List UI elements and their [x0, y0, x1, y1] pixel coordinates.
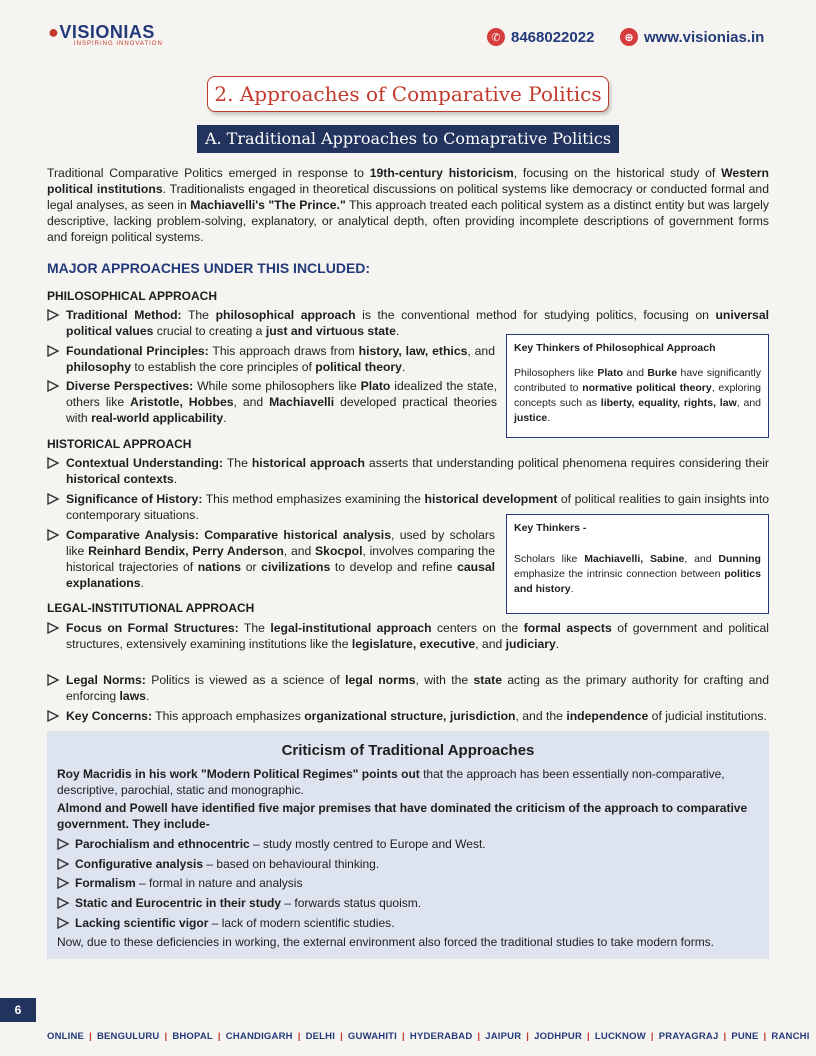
- arrow-bullet-icon: [47, 380, 60, 392]
- list-item: Static and Eurocentric in their study – forwards status quoism.: [57, 895, 421, 911]
- box-heading: Key Thinkers -: [514, 522, 587, 534]
- website-url: www.visionias.in: [644, 28, 765, 46]
- footer-city: GUWAHITI: [347, 1031, 398, 1042]
- footer-cities: ONLINE | BENGULURU | BHOPAL | CHANDIGARH | DELHI | GUWAHITI | HYDERABAD | JAIPUR | JODHPUR | LUCKNOW | PRAYAGRAJ | PUNE | RANCHI: [47, 1031, 810, 1042]
- key-thinkers-historical-box: [506, 514, 769, 614]
- footer-city: ONLINE: [47, 1031, 85, 1042]
- list-item: Key Concerns: This approach emphasizes organizational structure, jurisdiction, and the independence of judicial institutions.: [47, 708, 769, 724]
- list-item: Parochialism and ethnocentric – study mostly centred to Europe and West.: [57, 836, 486, 852]
- list-item: Legal Norms: Politics is viewed as a science of legal norms, with the state acting as the primary authority for crafting and enforcing laws.: [47, 672, 769, 704]
- arrow-bullet-icon: [57, 858, 70, 870]
- criticism-heading: Criticism of Traditional Approaches: [281, 742, 535, 759]
- brand-name: ●VISIONIAS: [48, 22, 155, 42]
- footer-city: BHOPAL: [172, 1031, 213, 1042]
- footer-city: CHANDIGARH: [225, 1031, 293, 1042]
- list-item: Lacking scientific vigor – lack of modern scientific studies.: [57, 915, 394, 931]
- chapter-title: 2. Approaches of Comparative Politics: [207, 76, 609, 112]
- arrow-bullet-icon: [47, 529, 60, 541]
- list-item: Contextual Understanding: The historical approach asserts that understanding political phenomena requires considering their historical contexts.: [47, 455, 769, 487]
- legal-institutional-heading: LEGAL-INSTITUTIONAL APPROACH: [47, 601, 255, 615]
- arrow-bullet-icon: [57, 877, 70, 889]
- historical-heading: HISTORICAL APPROACH: [47, 437, 192, 451]
- list-item: Significance of History: This method emphasizes examining the historical development of political realities to gain insights into contemporary situations.: [47, 491, 769, 523]
- list-item: Foundational Principles: This approach draws from history, law, ethics, and philosophy to establish the core principles of political theory.: [47, 343, 495, 375]
- logo-icon: ●: [48, 22, 60, 42]
- website-link[interactable]: [620, 28, 764, 46]
- footer-city: HYDERABAD: [409, 1031, 473, 1042]
- key-thinkers-philosophical-box: [506, 334, 769, 438]
- arrow-bullet-icon: [47, 457, 60, 469]
- arrow-bullet-icon: [47, 622, 60, 634]
- box-heading: Key Thinkers of Philosophical Approach: [514, 342, 716, 354]
- intro-paragraph: Traditional Comparative Politics emerged in response to 19th-century historicism, focusing on the historical study of Western political institutions. Traditionalists engaged in theoretical discussions on political systems like democracy or conducted formal and legal analyses, as seen in Machiavelli's "The Prince." This approach treated each political system as a distinct entity but was largely descriptive, lacking problem-solving, explanatory, or analytical depth, often providing incomplete descriptions of government forms and foreign political systems.: [47, 166, 769, 244]
- footer-city: JODHPUR: [534, 1031, 583, 1042]
- list-item: Configurative analysis – based on behavioural thinking.: [57, 856, 379, 872]
- footer-city: RANCHI: [771, 1031, 810, 1042]
- footer-city: LUCKNOW: [594, 1031, 646, 1042]
- phone-icon: ✆: [487, 28, 505, 46]
- arrow-bullet-icon: [57, 838, 70, 850]
- phone-number: 8468022022: [511, 28, 595, 46]
- section-title: A. Traditional Approaches to Comaprative Politics: [197, 125, 619, 153]
- page-number: 6: [0, 998, 36, 1022]
- arrow-bullet-icon: [47, 710, 60, 722]
- arrow-bullet-icon: [47, 345, 60, 357]
- footer-city: PUNE: [731, 1031, 759, 1042]
- box-text: Scholars like Machiavelli, Sabine, and Dunning emphasize the intrinsic connection between politics and history.: [514, 553, 761, 595]
- brand-tagline: INSPIRING INNOVATION: [74, 41, 163, 47]
- footer-city: PRAYAGRAJ: [658, 1031, 719, 1042]
- criticism-paragraph: Almond and Powell have identified five major premises that have dominated the criticism of the approach to comparative government. They include-: [57, 801, 748, 831]
- box-text: Philosophers like Plato and Burke have significantly contributed to normative political theory, exploring concepts such as liberty, equality, rights, law, and justice.: [514, 367, 761, 424]
- criticism-paragraph: Roy Macridis in his work "Modern Political Regimes" points out that the approach has been essentially non-comparative, descriptive, parochial, static and monographic.: [57, 767, 725, 797]
- phone-contact[interactable]: [487, 28, 594, 46]
- arrow-bullet-icon: [47, 493, 60, 505]
- list-item: Formalism – formal in nature and analysis: [57, 875, 302, 891]
- major-approaches-heading: MAJOR APPROACHES UNDER THIS INCLUDED:: [47, 260, 371, 276]
- arrow-bullet-icon: [57, 917, 70, 929]
- footer-city: JAIPUR: [485, 1031, 522, 1042]
- logo: [48, 22, 163, 47]
- globe-icon: ⊕: [620, 28, 638, 46]
- arrow-bullet-icon: [57, 897, 70, 909]
- list-item: Traditional Method: The philosophical approach is the conventional method for studying politics, focusing on universal political values crucial to creating a just and virtuous state.: [47, 307, 769, 339]
- footer-city: DELHI: [305, 1031, 336, 1042]
- arrow-bullet-icon: [47, 674, 60, 686]
- arrow-bullet-icon: [47, 309, 60, 321]
- list-item: Comparative Analysis: Comparative historical analysis, used by scholars like Reinhard Bendix, Perry Anderson, and Skocpol, involves comparing the historical trajectories of nations or civilizations to develop and refine causal explanations.: [47, 527, 495, 591]
- list-item: Diverse Perspectives: While some philosophers like Plato idealized the state, others like Aristotle, Hobbes, and Machiavelli developed practical theories with real-world applicability.: [47, 378, 497, 426]
- criticism-closing: Now, due to these deficiencies in working, the external environment also forced the traditional studies to take modern forms.: [57, 935, 715, 949]
- list-item: Focus on Formal Structures: The legal-institutional approach centers on the formal aspects of government and political structures, extensively examining institutions like the legislature, executive, and judiciary.: [47, 620, 769, 652]
- footer-city: BENGULURU: [96, 1031, 160, 1042]
- philosophical-heading: PHILOSOPHICAL APPROACH: [47, 289, 218, 303]
